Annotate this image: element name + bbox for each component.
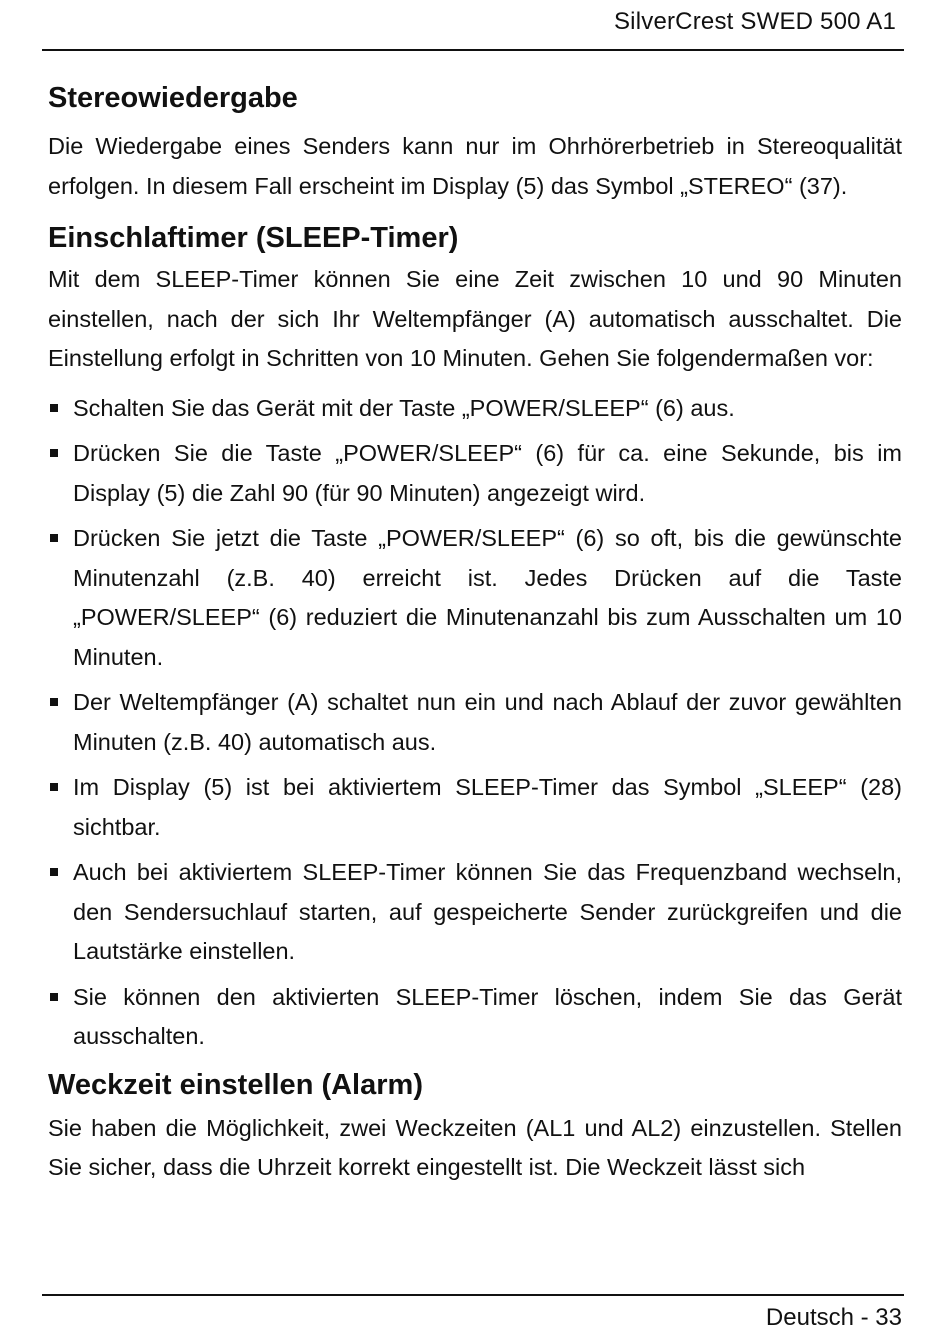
list-item-text: Der Weltempfänger (A) schaltet nun ein und nach Ablauf der zuvor gewählten Minuten (z.B. 40) automatisch aus. [73,689,902,755]
section-body-sleep-timer: Mit dem SLEEP-Timer können Sie eine Zeit zwischen 10 und 90 Minuten einstellen, nach der sich Ihr Weltempfänger (A) automatisch ausschaltet. Die Einstellung erfolgt in Schritten von 10 Minuten. Gehen Sie folgendermaßen vor: [48,266,902,371]
list-item [48,978,902,1057]
bullet-square-icon [50,534,58,542]
bullet-square-icon [50,783,58,791]
section-title-alarm: Weckzeit einstellen (Alarm) [48,1068,423,1101]
list-item [48,434,902,513]
page-footer [42,1294,904,1335]
list-item-text: Drücken Sie die Taste „POWER/SLEEP“ (6) für ca. eine Sekunde, bis im Display (5) die Zahl 90 (für 90 Minuten) angezeigt wird. [73,440,902,506]
section-title-stereo: Stereowiedergabe [48,82,298,114]
header-title: SilverCrest SWED 500 A1 [613,8,896,35]
sleep-timer-steps-list [48,389,902,1057]
bullet-square-icon [50,993,58,1001]
page-number: Deutsch - 33 [765,1304,902,1331]
list-item [48,389,902,429]
section-body-stereo: Die Wiedergabe eines Senders kann nur im Ohrhörerbetrieb in Stereoqualität erfolgen. In diesem Fall erscheint im Display (5) das Symbol „STEREO“ (37). [48,133,902,199]
list-item-text: Sie können den aktivierten SLEEP-Timer löschen, indem Sie das Gerät ausschalten. [73,983,902,1049]
section-body-alarm: Sie haben die Möglichkeit, zwei Weckzeiten (AL1 und AL2) einzustellen. Stellen Sie sicher, dass die Uhrzeit korrekt eingestellt ist. Die Weckzeit lässt sich [48,1114,902,1180]
bullet-square-icon [50,868,58,876]
list-item-text: Schalten Sie das Gerät mit der Taste „POWER/SLEEP“ (6) aus. [73,394,735,421]
section-title-sleep-timer: Einschlaftimer (SLEEP-Timer) [48,222,459,254]
list-item-text: Auch bei aktiviertem SLEEP-Timer können Sie das Frequenzband wechseln, den Sendersuchlauf starten, auf gespeicherte Sender zurückgreifen und die Lautstärke einstellen. [73,859,902,964]
list-item [48,768,902,847]
list-item [48,683,902,762]
page-header [42,0,904,51]
list-item [48,519,902,677]
list-item [48,853,902,972]
bullet-square-icon [50,449,58,457]
page-content [48,78,902,1188]
list-item-text: Im Display (5) ist bei aktiviertem SLEEP-Timer das Symbol „SLEEP“ (28) sichtbar. [73,774,902,840]
bullet-square-icon [50,404,58,412]
bullet-square-icon [50,698,58,706]
list-item-text: Drücken Sie jetzt die Taste „POWER/SLEEP“ (6) so oft, bis die gewünschte Minutenzahl (z.B. 40) erreicht ist. Jedes Drücken auf die Taste „POWER/SLEEP“ (6) reduziert die Minutenanzahl bis zum Ausschalten um 10 Minuten. [73,525,902,670]
